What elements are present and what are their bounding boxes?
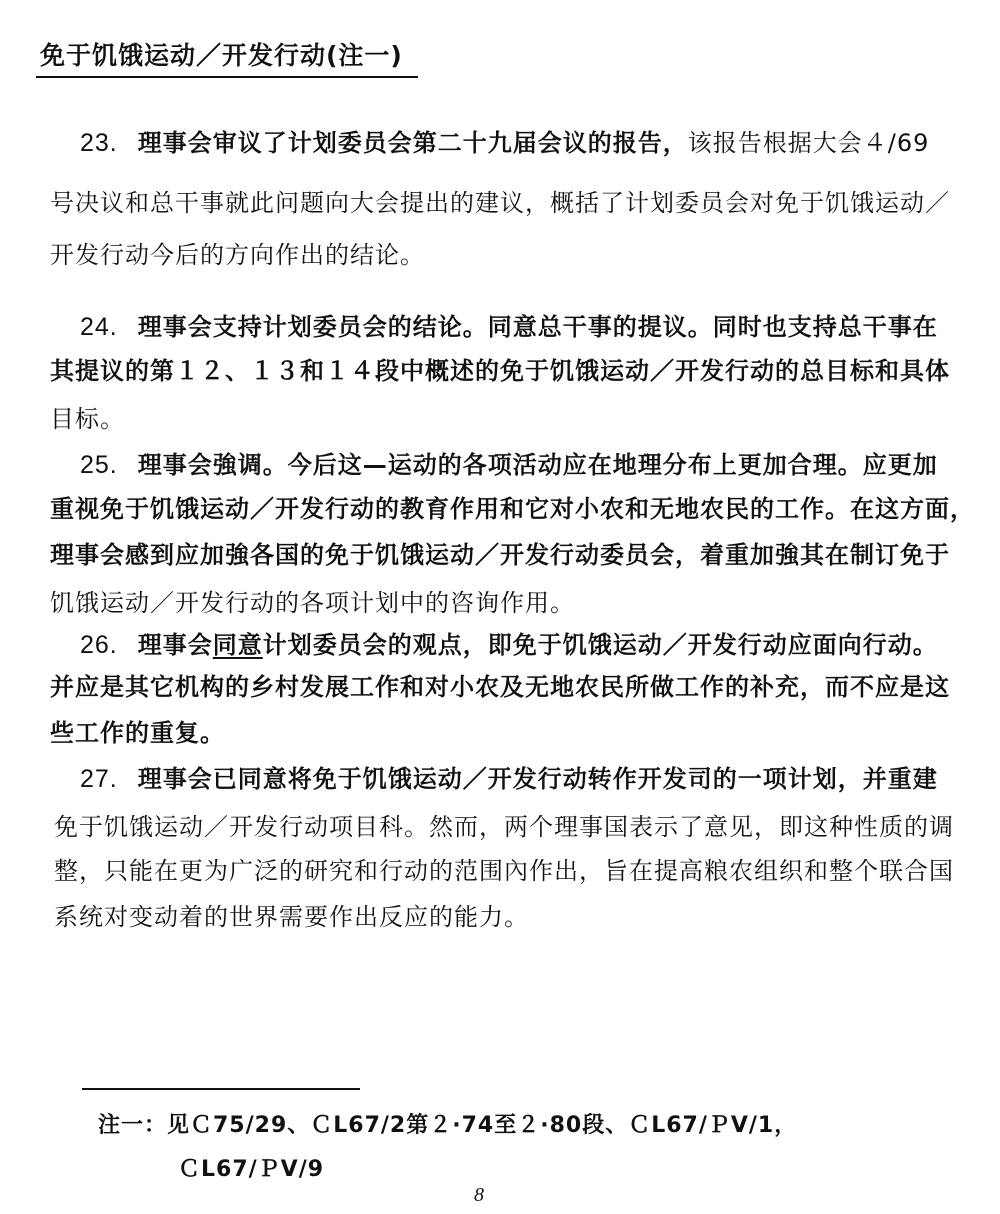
paragraph-text: 整，只能在更为广泛的研究和行动的范围內作出，旨在提高粮农组织和整个联合国: [54, 857, 954, 885]
paragraph-number: 26.: [80, 631, 118, 659]
paragraph-number: 27.: [80, 765, 118, 793]
heading-underline: [36, 76, 418, 78]
paragraph-text: 饥饿运动／开发行动的各项计划中的咨询作用。: [50, 589, 575, 617]
paragraph-line: [80, 128, 929, 158]
paragraph-line: [80, 630, 938, 660]
paragraph-text: 其提议的第１２、１３和１４段中概述的免于饥饿运动／开发行动的总目标和具体: [50, 357, 950, 385]
paragraph-line: [54, 856, 954, 886]
footnote-divider: [82, 1088, 360, 1090]
page-heading: 免于饥饿运动／开发行动(注一): [40, 41, 403, 70]
paragraph-line: [80, 312, 938, 342]
paragraph-text: 计划委员会的观点，即免于饥饿运动／开发行动应面向行动。: [262, 631, 938, 659]
paragraph-line: [54, 902, 529, 932]
paragraph-text: 目标。: [50, 405, 125, 433]
paragraph-text: 并应是其它机构的乡村发展工作和对小农及无地农民所做工作的补充，而不应是这: [50, 673, 950, 701]
paragraph-text: 理事会已同意将免于饥饿运动／开发行动转作开发司的一项计划，并重建: [137, 765, 938, 793]
paragraph-text: 开发行动今后的方向作出的结论。: [50, 241, 425, 269]
paragraph-line: [50, 588, 575, 618]
paragraph-text: 理事会支持计划委员会的结论。同意总干事的提议。同时也支持总干事在: [137, 313, 938, 341]
paragraph-text: 理事会审议了计划委员会第二十九届会议的报告，: [137, 129, 688, 157]
paragraph-text: 理事会強调。今后这—运动的各项活动应在地理分布上更加合理。应更加: [137, 451, 938, 479]
footnote-line-1: 注一：见Ｃ75/29、ＣL67/2第２·74至２·80段、ＣL67/ＰV/1，: [98, 1113, 798, 1138]
paragraph-line: [50, 356, 950, 386]
paragraph-text: 理事会: [137, 631, 213, 659]
paragraph-text: 重视免于饥饿运动／开发行动的教育作用和它对小农和无地农民的工作。在这方面，: [50, 495, 975, 523]
paragraph-line: [50, 672, 950, 702]
paragraph-text: 些工作的重复。: [50, 719, 225, 747]
paragraph-line: [50, 494, 975, 524]
paragraph-text: 系统对变动着的世界需要作出反应的能力。: [54, 903, 529, 931]
paragraph-line: [50, 188, 950, 218]
paragraph-line: [80, 450, 938, 480]
paragraph-number: 25.: [80, 451, 118, 479]
paragraph-line: [50, 404, 125, 434]
footnote-line-2: ＣL67/ＰV/9: [178, 1157, 325, 1182]
page-number: 8: [474, 1184, 484, 1206]
paragraph-line: [54, 812, 954, 842]
paragraph-line: [50, 240, 425, 270]
paragraph-line: [50, 540, 950, 570]
paragraph-line: [50, 718, 225, 748]
underlined-text: 同意: [212, 631, 263, 659]
paragraph-text: 理事会感到应加強各国的免于饥饿运动／开发行动委员会，着重加強其在制订免于: [50, 541, 950, 569]
paragraph-text: 免于饥饿运动／开发行动项目科。然而，两个理事国表示了意见，即这种性质的调: [54, 813, 954, 841]
paragraph-number: 24.: [80, 313, 118, 341]
paragraph-text: 该报告根据大会４/69: [687, 129, 930, 157]
paragraph-text: 号决议和总干事就此问题向大会提出的建议，概括了计划委员会对免于饥饿运动／: [50, 189, 950, 217]
paragraph-line: [80, 764, 938, 794]
paragraph-number: 23.: [80, 129, 118, 157]
